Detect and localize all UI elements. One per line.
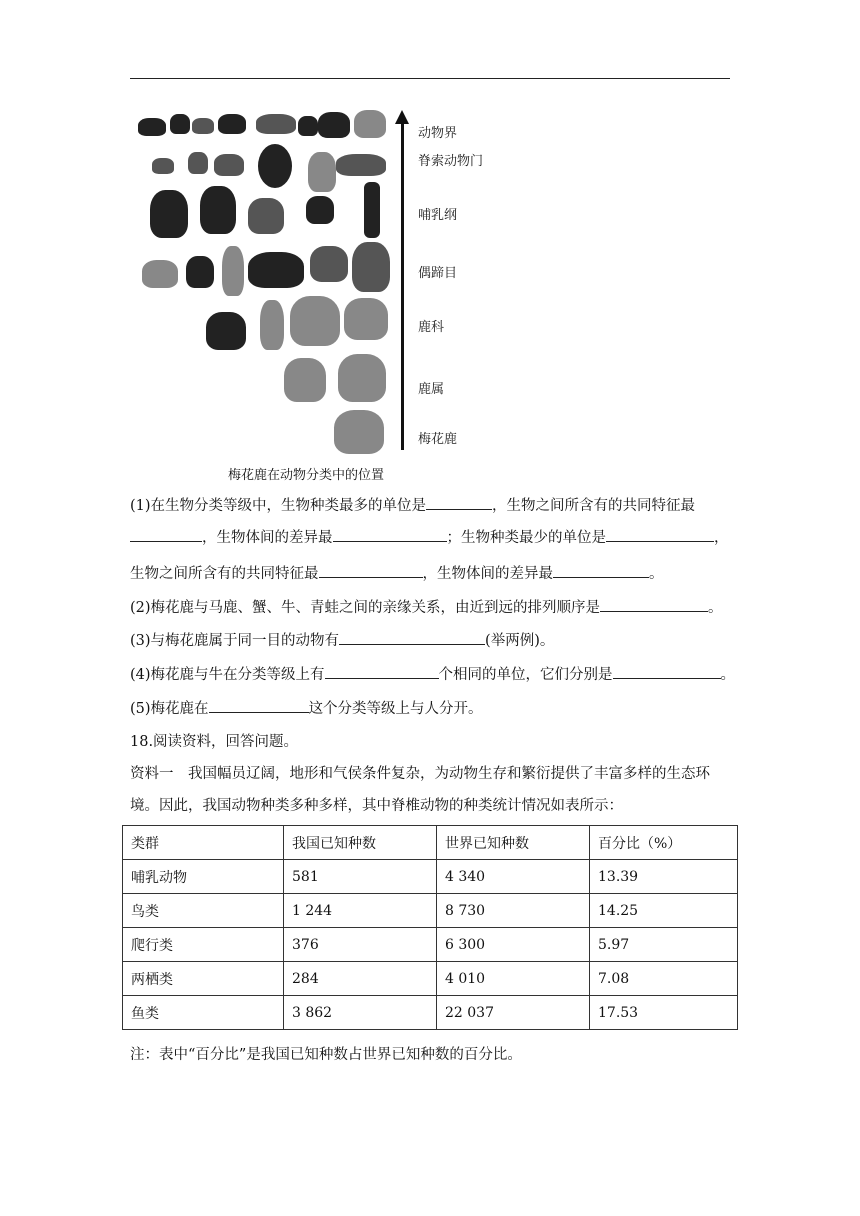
table-cell: 376 [284,928,437,962]
bird-picture [138,118,166,136]
table-cell: 4 340 [437,860,590,894]
butterfly-picture [218,114,246,134]
sheep-picture [186,256,214,288]
answer-blank[interactable] [339,630,485,645]
rank-label: 鹿属 [418,382,445,397]
table-row [123,860,738,894]
question-text: (5)梅花鹿在 [130,701,209,717]
goat-picture [310,246,348,282]
table-cell: 3 862 [284,996,437,1030]
question-text: ；生物种类最少的单位是 [446,530,606,546]
monkey-picture [150,190,188,238]
rank-label: 偶蹄目 [418,266,458,281]
human-picture [364,182,380,238]
bear-picture [200,186,236,234]
beaver-picture [248,198,284,234]
animal-picture [306,196,334,224]
table-cell: 8 730 [437,894,590,928]
question-text: 。 [649,566,664,582]
table-cell: 哺乳动物 [123,860,284,894]
answer-blank[interactable] [600,597,708,612]
question-text: (4)梅花鹿与牛在分类等级上有 [130,667,325,683]
deer-picture [344,298,388,340]
table-header: 百分比（%） [590,826,738,860]
deer-picture [352,242,390,292]
table-cell: 7.08 [590,962,738,996]
elephant-picture [318,112,350,138]
table-header: 类群 [123,826,284,860]
question-1-line-1 [130,495,695,516]
answer-blank[interactable] [426,495,492,510]
classification-figure [130,100,500,490]
table-cell: 22 037 [437,996,590,1030]
animal-picture [170,114,190,134]
answer-blank[interactable] [606,527,714,542]
section-18-heading: 18.阅读资料，回答问题。 [130,734,299,750]
table-row [123,928,738,962]
table-cell: 爬行类 [123,928,284,962]
table-cell: 鱼类 [123,996,284,1030]
question-text: (3)与梅花鹿属于同一目的动物有 [130,633,340,649]
question-4 [130,664,735,685]
species-table [122,825,738,1030]
question-1-line-3 [130,563,664,584]
table-header: 我国已知种数 [284,826,437,860]
animal-picture [256,114,296,134]
horse-picture [354,110,386,138]
question-text: 。 [708,600,723,616]
question-text: ， [714,530,729,546]
table-row [123,894,738,928]
question-2 [130,597,723,618]
camel-picture [142,260,178,288]
question-text: 这个分类等级上与人分开。 [308,701,483,717]
sika-deer-picture [334,410,384,454]
table-cell: 284 [284,962,437,996]
rank-label: 哺乳纲 [418,208,458,223]
table-note: 注：表中“百分比”是我国已知种数占世界已知种数的百分比。 [130,1047,522,1063]
table-cell: 鸟类 [123,894,284,928]
question-5 [130,698,483,719]
question-text: 生物之间所含有的共同特征最 [130,566,319,582]
question-text: 。 [720,667,736,683]
goose-picture [308,152,336,192]
question-1-line-2 [130,527,729,548]
material-1-line-1: 资料一 我国幅员辽阔，地形和气侯条件复杂，为动物生存和繁衍提供了丰富多样的生态环 [130,766,710,782]
table-cell: 581 [284,860,437,894]
deer-picture [338,354,386,402]
goat-picture [206,312,246,350]
table-header-row [123,826,738,860]
question-text: 个相同的单位，它们分别是 [438,667,613,683]
giraffe-picture [260,300,284,350]
table-cell: 13.39 [590,860,738,894]
question-3 [130,630,554,651]
table-row [123,996,738,1030]
question-text: ，生物之间所含有的共同特征最 [492,498,696,514]
bird-picture [188,152,208,174]
question-text: ，生物体间的差异最 [202,530,333,546]
deer-picture [284,358,326,402]
answer-blank[interactable] [333,527,447,542]
table-cell: 5.97 [590,928,738,962]
material-1-line-2: 境。因此，我国动物种类多种多样，其中脊椎动物的种类统计情况如表所示： [130,798,623,814]
answer-blank[interactable] [319,563,423,578]
snake-picture [258,144,292,188]
question-text: ，生物体间的差异最 [422,566,553,582]
deer-picture [290,296,340,346]
rank-axis [401,122,404,450]
rank-label: 梅花鹿 [418,432,458,447]
answer-blank[interactable] [613,664,721,679]
crab-picture [298,116,318,136]
table-cell: 4 010 [437,962,590,996]
answer-blank[interactable] [130,527,202,542]
question-text: (举两例)。 [485,633,555,649]
table-cell: 14.25 [590,894,738,928]
table-cell: 6 300 [437,928,590,962]
lion-picture [336,154,386,176]
table-cell: 两栖类 [123,962,284,996]
tiger-picture [214,154,244,176]
rank-label: 脊索动物门 [418,154,484,169]
rank-label: 动物界 [418,126,458,141]
table-header: 世界已知种数 [437,826,590,860]
fish-picture [152,158,174,174]
question-text: (2)梅花鹿与马鹿、蟹、牛、青蛙之间的亲缘关系，由近到远的排列顺序是 [130,600,601,616]
answer-blank[interactable] [325,664,439,679]
question-text: (1)在生物分类等级中，生物种类最多的单位是 [130,498,427,514]
table-cell: 17.53 [590,996,738,1030]
table-row [123,962,738,996]
giraffe-picture [222,246,244,296]
answer-blank[interactable] [209,698,309,713]
table-cell: 1 244 [284,894,437,928]
animal-pictures [130,100,390,460]
animal-picture [192,118,214,134]
header-rule [130,78,730,79]
answer-blank[interactable] [553,563,649,578]
figure-caption: 梅花鹿在动物分类中的位置 [228,468,385,483]
cow-picture [248,252,304,288]
rank-label: 鹿科 [418,320,445,335]
